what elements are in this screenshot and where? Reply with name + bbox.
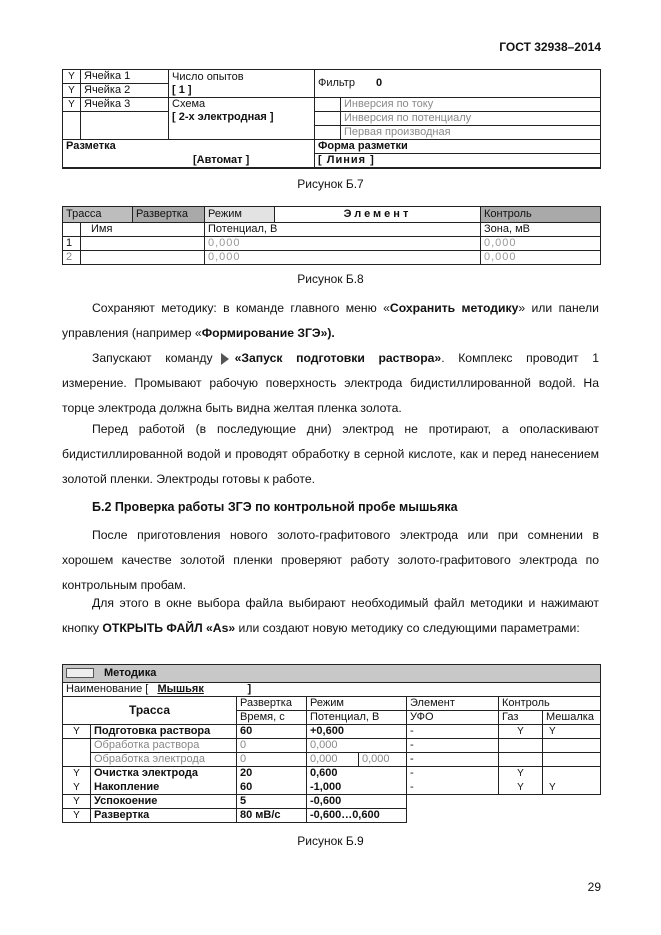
- cell-1-label: Ячейка 1: [81, 70, 169, 84]
- step-name: Накопление: [91, 781, 237, 795]
- step-ufo[interactable]: -: [407, 767, 499, 781]
- section-title: Б.2 Проверка работы ЗГЭ по контрольной пробе мышьяка: [92, 500, 458, 514]
- step-gas[interactable]: Y: [499, 767, 543, 781]
- col-trace: Трасса: [63, 697, 237, 725]
- app-logo-icon: [66, 668, 94, 678]
- play-icon: [221, 353, 229, 365]
- figure-b7-caption: Рисунок Б.7: [297, 177, 364, 191]
- step-potential-2[interactable]: 0,000: [359, 753, 407, 767]
- cell-3-label: Ячейка 3: [81, 98, 169, 112]
- row-number: 2: [63, 251, 81, 265]
- sweep-value[interactable]: [Автомат ]: [63, 154, 315, 169]
- step-ufo[interactable]: -: [407, 739, 499, 753]
- row-name[interactable]: [81, 237, 205, 251]
- step-stirrer[interactable]: Y: [543, 781, 601, 795]
- col-element: Элемент: [407, 697, 499, 711]
- sweep-shape-label: Форма разметки: [315, 140, 601, 154]
- step-name: Обработка электрода: [91, 753, 237, 767]
- sweep-label: Разметка: [63, 140, 315, 154]
- step-time[interactable]: 0: [237, 739, 307, 753]
- step-gas[interactable]: [499, 739, 543, 753]
- step-gas[interactable]: Y: [499, 781, 543, 795]
- step-stirrer[interactable]: [543, 753, 601, 767]
- step-time[interactable]: 0: [237, 753, 307, 767]
- tab-trace[interactable]: Трасса: [63, 207, 133, 223]
- step-potential[interactable]: -0,600: [307, 795, 407, 809]
- tab-sweep[interactable]: Развертка: [133, 207, 205, 223]
- tab-element[interactable]: Элемент: [275, 207, 481, 223]
- page-number: 29: [587, 880, 601, 894]
- row-potential[interactable]: 0,000: [205, 237, 481, 251]
- step-name: Очистка электрода: [91, 767, 237, 781]
- step-gas[interactable]: Y: [499, 725, 543, 739]
- filter-value[interactable]: 0: [376, 77, 383, 89]
- method-name-row: Наименование [ Мышьяк ]: [63, 683, 601, 697]
- scheme-label: Схема: [172, 98, 206, 110]
- tab-mode[interactable]: Режим: [205, 207, 275, 223]
- col-control: Контроль: [499, 697, 601, 711]
- step-time[interactable]: 80 мВ/с: [237, 809, 307, 823]
- col-gas: Газ: [499, 711, 543, 725]
- method-name-value[interactable]: Мышьяк: [157, 683, 204, 695]
- cell-1-checkbox[interactable]: Y: [63, 70, 81, 84]
- row-potential[interactable]: 0,000: [205, 251, 481, 265]
- step-name: Развертка: [91, 809, 237, 823]
- step-name: Обработка раствора: [91, 739, 237, 753]
- figure-b8-caption: Рисунок Б.8: [297, 272, 364, 286]
- step-ufo[interactable]: -: [407, 725, 499, 739]
- filter-label: Фильтр: [318, 77, 355, 89]
- col-stirrer: Мешалка: [543, 711, 601, 725]
- option-inversion-potential: Инверсия по потенциалу: [341, 112, 601, 126]
- col-time: Время, с: [237, 711, 307, 725]
- tab-control[interactable]: Контроль: [481, 207, 601, 223]
- paragraph-run-preparation: Запускают команду «Запуск подготовки раствора». Комплекс проводит 1 измерение. Промывают рабочую поверхность электрода бидистиллированной водой. На торце электрода должна быть видна желтая пленка золота.: [62, 351, 600, 415]
- row-number: 1: [63, 237, 81, 251]
- step-checkbox[interactable]: Y: [63, 781, 91, 795]
- step-checkbox[interactable]: Y: [63, 795, 91, 809]
- col-potential: Потенциал, В: [205, 223, 481, 237]
- step-stirrer[interactable]: Y: [543, 725, 601, 739]
- step-potential[interactable]: 0,000: [307, 739, 407, 753]
- step-time[interactable]: 60: [237, 725, 307, 739]
- document-code: ГОСТ 32938–2014: [499, 40, 601, 54]
- option-checkbox-3[interactable]: [315, 126, 341, 140]
- step-checkbox[interactable]: Y: [63, 725, 91, 739]
- sweep-shape-value[interactable]: [ Линия ]: [315, 154, 601, 169]
- option-inversion-current: Инверсия по току: [341, 98, 601, 112]
- step-checkbox[interactable]: Y: [63, 767, 91, 781]
- paragraph-save-method: Сохраняют методику: в команде главного меню «Сохранить методику» или панели управления (например «Формирование ЗГЭ»).: [62, 301, 599, 340]
- cell-2-checkbox[interactable]: Y: [63, 84, 81, 98]
- option-checkbox-2[interactable]: [315, 112, 341, 126]
- step-checkbox[interactable]: Y: [63, 809, 91, 823]
- step-time[interactable]: 20: [237, 767, 307, 781]
- scheme-value[interactable]: [ 2-х электродная ]: [172, 111, 274, 123]
- col-zone: Зона, мВ: [481, 223, 601, 237]
- step-gas[interactable]: [499, 753, 543, 767]
- option-checkbox-1[interactable]: [315, 98, 341, 112]
- step-name: Подготовка раствора: [91, 725, 237, 739]
- row-zone[interactable]: 0,000: [481, 237, 601, 251]
- experiments-value[interactable]: [ 1 ]: [172, 83, 192, 96]
- option-first-derivative: Первая производная: [341, 126, 601, 140]
- window-title-bar[interactable]: Методика: [63, 665, 601, 683]
- step-ufo[interactable]: -: [407, 781, 499, 795]
- col-ufo: УФО: [407, 711, 499, 725]
- step-potential[interactable]: 0,600: [307, 767, 407, 781]
- col-mode: Режим: [307, 697, 407, 711]
- step-time[interactable]: 60: [237, 781, 307, 795]
- cell-3-checkbox[interactable]: Y: [63, 98, 81, 112]
- step-time[interactable]: 5: [237, 795, 307, 809]
- paragraph-open-file: Для этого в окне выбора файла выбирают необходимый файл методики и нажимают кнопку ОТКРЫТЬ ФАЙЛ «As» или создают новую методику со следующими параметрами:: [62, 596, 599, 635]
- step-ufo[interactable]: -: [407, 753, 499, 767]
- row-zone[interactable]: 0,000: [481, 251, 601, 265]
- cell-2-label: Ячейка 2: [81, 84, 169, 98]
- figure-b7-settings-panel: [62, 69, 601, 169]
- figure-b8-trace-table: [62, 206, 601, 265]
- paragraph-before-work: Перед работой (в последующие дни) электрод не протирают, а ополаскивают бидистиллированной водой и проводят обработку в серной кислоте, как и перед нанесением золотой пленки. Электроды готовы к работе.: [62, 422, 599, 486]
- figure-b9-method-window: [62, 664, 601, 823]
- row-name[interactable]: [81, 251, 205, 265]
- step-potential[interactable]: 0,000: [307, 753, 359, 767]
- step-stirrer[interactable]: [543, 739, 601, 753]
- step-potential[interactable]: -0,600…0,600: [307, 809, 407, 823]
- step-potential[interactable]: +0,600: [307, 725, 407, 739]
- paragraph-after-prep: После приготовления нового золото-графитового электрода или при сомнении в хорошем качестве золотой пленки проверяют работу золото-графитового электрода по контрольным пробам.: [62, 528, 599, 592]
- experiments-label: Число опытов: [172, 70, 244, 83]
- step-name: Успокоение: [91, 795, 237, 809]
- col-potential: Потенциал, В: [307, 711, 407, 725]
- figure-b9-caption: Рисунок Б.9: [297, 834, 364, 848]
- step-stirrer[interactable]: [543, 767, 601, 781]
- step-potential[interactable]: -1,000: [307, 781, 407, 795]
- col-name: Имя: [81, 223, 205, 237]
- col-sweep: Развертка: [237, 697, 307, 711]
